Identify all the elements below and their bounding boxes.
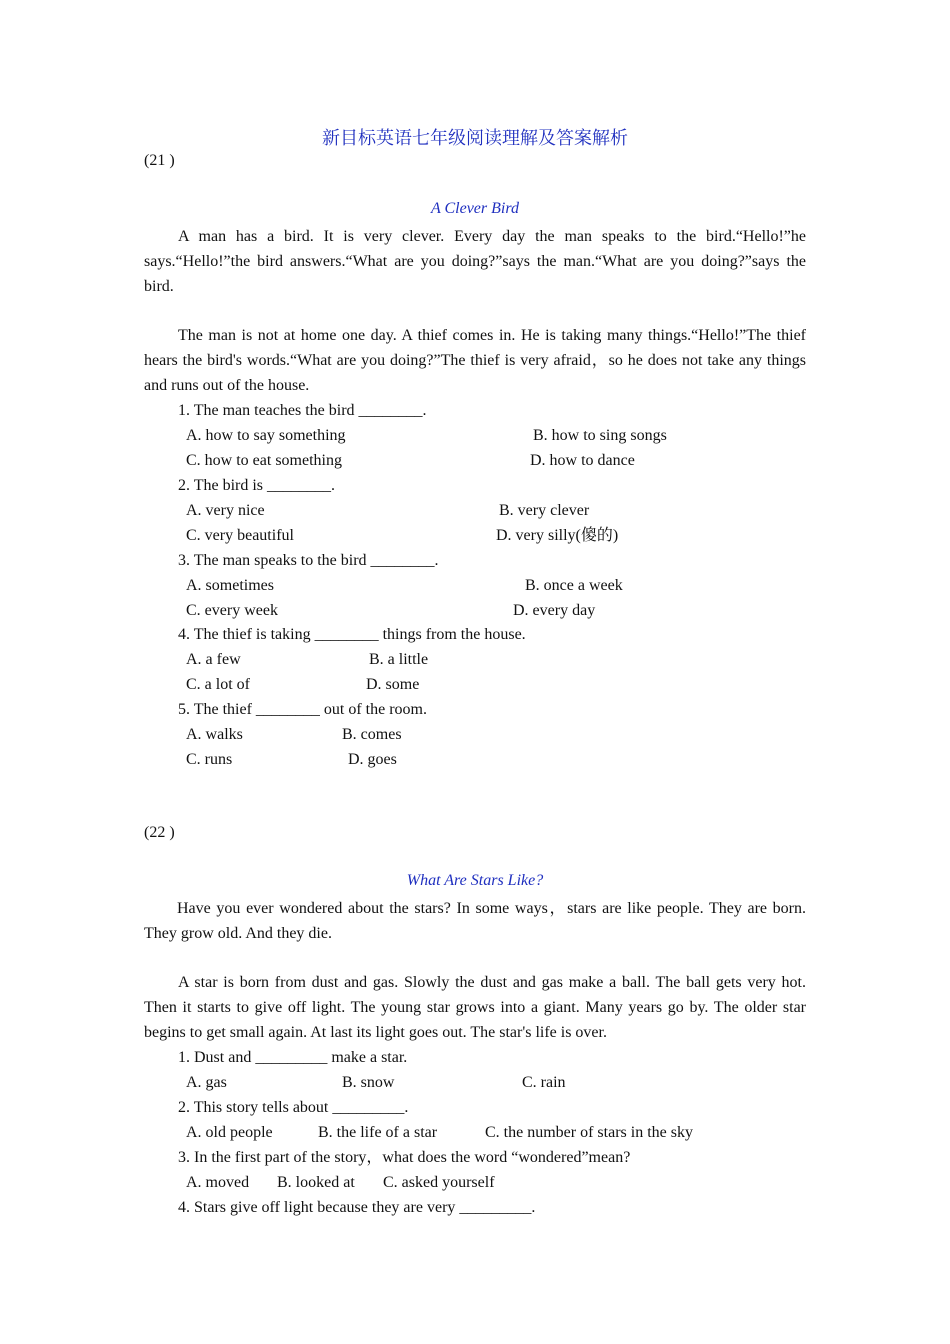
answer-option: A. old people bbox=[186, 1124, 273, 1141]
answer-option: C. the number of stars in the sky bbox=[485, 1124, 693, 1141]
story-title: A Clever Bird bbox=[431, 200, 519, 217]
story-paragraph: A man has a bird. It is very clever. Every day the man speaks to the bird.“Hello!”he says.“Hello!”the bird answers.“What are you doing?”says the man.“What are you doing?”says the bird. bbox=[144, 228, 806, 295]
question-text: 1. Dust and _________ make a star. bbox=[178, 1049, 408, 1066]
question-text: 5. The thief ________ out of the room. bbox=[178, 701, 427, 718]
story-title: What Are Stars Like? bbox=[406, 872, 544, 889]
answer-option: C. very beautiful bbox=[186, 527, 294, 544]
document-title: 新目标英语七年级阅读理解及答案解析 bbox=[322, 128, 628, 149]
question-text: 2. The bird is ________. bbox=[178, 477, 336, 494]
question-text: 1. The man teaches the bird ________. bbox=[178, 402, 427, 419]
answer-option: C. asked yourself bbox=[383, 1174, 495, 1191]
answer-option: A. very nice bbox=[186, 502, 265, 519]
question-text: 3. The man speaks to the bird ________. bbox=[178, 552, 439, 569]
section-number: (21 ) bbox=[144, 152, 175, 169]
story-paragraph: The man is not at home one day. A thief comes in. He is taking many things.“Hello!”The thief hears the bird's words.“What are you doing?”The thief is very afraid，so he does not take any things and runs out of the house. bbox=[144, 327, 806, 394]
answer-option: A. walks bbox=[186, 726, 243, 743]
question-text: 4. Stars give off light because they are very _________. bbox=[178, 1199, 536, 1216]
answer-option: D. some bbox=[366, 676, 420, 693]
answer-option: C. every week bbox=[186, 602, 278, 619]
answer-option: A. how to say something bbox=[186, 427, 346, 444]
story-paragraph: Have you ever wondered about the stars? In some ways，stars are like people. They are born. They grow old. And they die. bbox=[144, 900, 806, 942]
answer-option: A. a few bbox=[186, 651, 241, 668]
question-text: 3. In the first part of the story，what does the word “wondered”mean? bbox=[178, 1149, 631, 1166]
answer-option: B. comes bbox=[342, 726, 402, 743]
answer-option: A. sometimes bbox=[186, 577, 274, 594]
answer-option: D. how to dance bbox=[530, 452, 635, 469]
answer-option: C. a lot of bbox=[186, 676, 250, 693]
answer-option: B. once a week bbox=[525, 577, 623, 594]
answer-option: A. gas bbox=[186, 1074, 227, 1091]
answer-option: A. moved bbox=[186, 1174, 250, 1191]
section-number: (22 ) bbox=[144, 824, 175, 841]
answer-option: C. rain bbox=[522, 1074, 566, 1091]
answer-option: B. a little bbox=[369, 651, 429, 668]
answer-option: B. looked at bbox=[277, 1174, 355, 1191]
answer-option: D. goes bbox=[348, 751, 397, 768]
story-paragraph: A star is born from dust and gas. Slowly the dust and gas make a ball. The ball gets very hot. Then it starts to give off light. The young star grows into a giant. Many years go by. The older star begins to get small again. At last its light goes out. The star's life is over. bbox=[144, 974, 806, 1041]
answer-option: B. how to sing songs bbox=[533, 427, 667, 444]
answer-option: C. runs bbox=[186, 751, 233, 768]
answer-option: D. very silly(傻的) bbox=[496, 527, 619, 544]
answer-option: B. the life of a star bbox=[318, 1124, 438, 1141]
answer-option: B. snow bbox=[342, 1074, 395, 1091]
question-text: 2. This story tells about _________. bbox=[178, 1099, 409, 1116]
answer-option: D. every day bbox=[513, 602, 596, 619]
answer-option: C. how to eat something bbox=[186, 452, 342, 469]
question-text: 4. The thief is taking ________ things from the house. bbox=[178, 626, 526, 643]
answer-option: B. very clever bbox=[499, 502, 590, 519]
